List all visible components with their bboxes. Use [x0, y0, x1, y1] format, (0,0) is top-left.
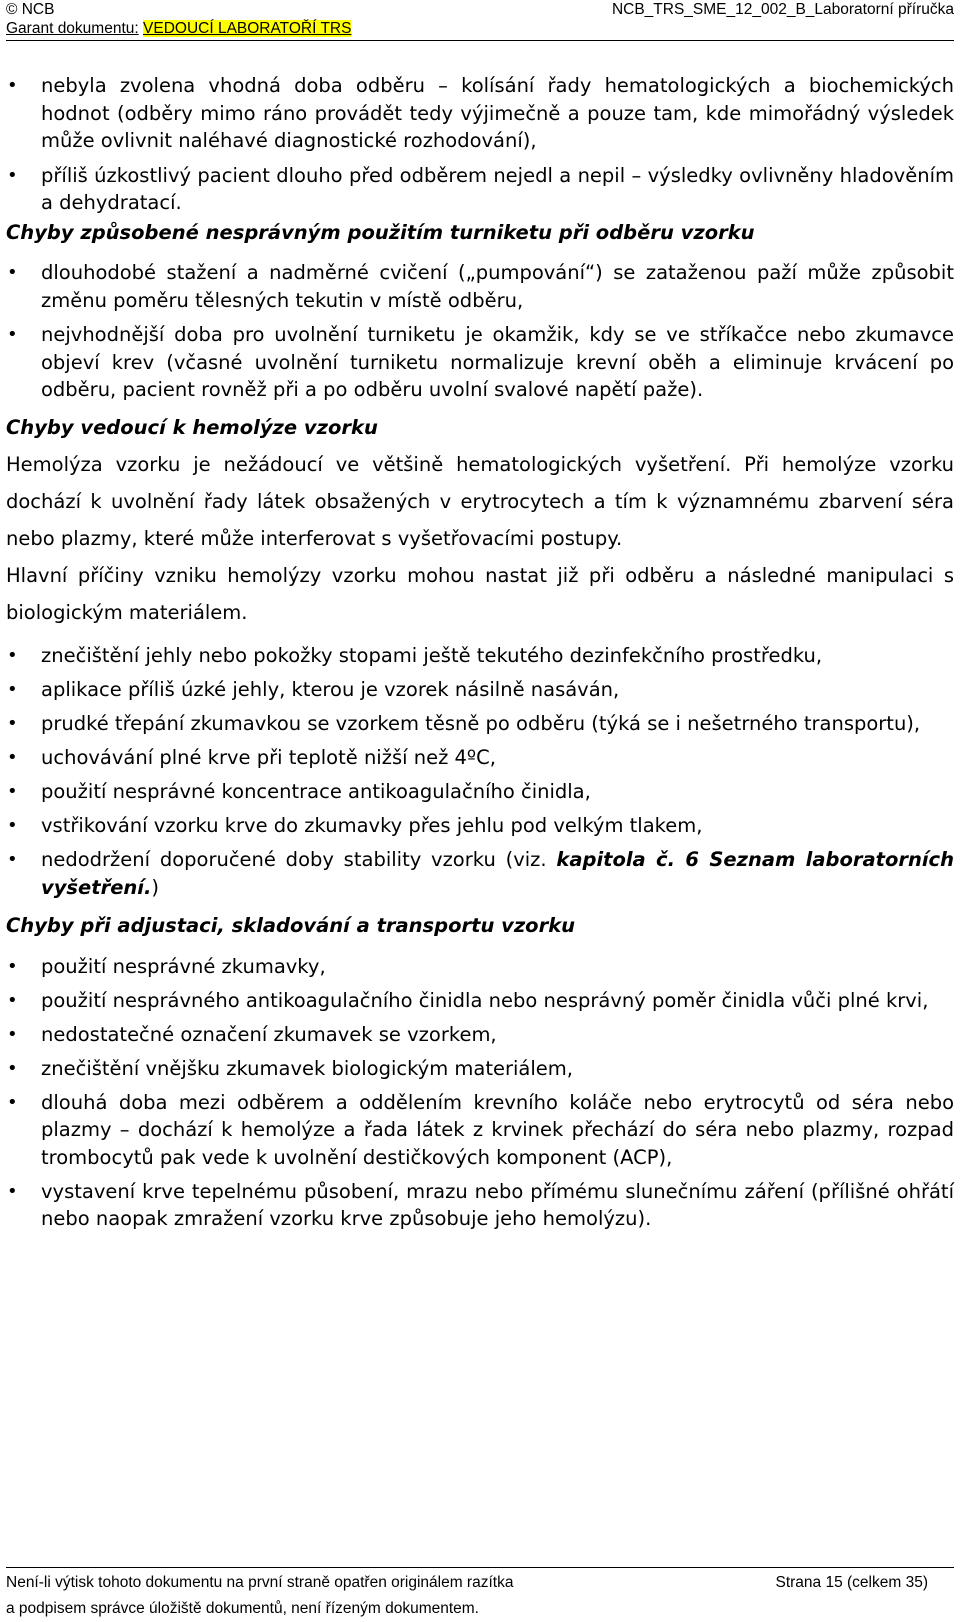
- copyright-text: © NCB: [6, 1, 55, 18]
- hemolysis-paragraph-1: Hemolýza vzorku je nežádoucí ve většině hematologických vyšetření. Při hemolýze vzorku dochází k uvolnění řady látek obsažených v erytrocytech a tím k významnému zbarvení séra nebo plazmy, které může interferovat s vyšetřovacími postupy.: [6, 453, 954, 550]
- list-item: • nebyla zvolena vhodná doba odběru – kolísání řady hematologických a biochemických hodnot (odběry mimo ráno provádět tedy výjimečně a pouze tam, kde mimořádný výsledek může ovlivnit naléhavé diagnostické rozhodování),: [6, 72, 954, 155]
- list-item: • nedostatečné označení zkumavek se vzorkem,: [6, 1021, 954, 1049]
- hemolysis-list: [6, 642, 954, 901]
- list-item-text-end: ): [151, 875, 160, 899]
- page-content: [6, 72, 954, 1233]
- list-item: • vstřikování vzorku krve do zkumavky přes jehlu pod velkým tlakem,: [6, 812, 954, 840]
- list-item: • prudké třepání zkumavkou se vzorkem těsně po odběru (týká se i nešetrného transportu),: [6, 710, 954, 738]
- page-footer: [6, 1567, 954, 1617]
- footer-line-1: Není-li výtisk tohoto dokumentu na první straně opatřen originálem razítka: [6, 1574, 514, 1591]
- list-item: • znečištění vnějšku zkumavek biologickým materiálem,: [6, 1055, 954, 1083]
- guarantor-line: [6, 19, 351, 38]
- section-heading-adjustment: Chyby při adjustaci, skladování a transportu vzorku: [6, 914, 576, 937]
- list-item: • příliš úzkostlivý pacient dlouho před odběrem nejedl a nepil – výsledky ovlivněny hladověním a dehydratací.: [6, 162, 954, 217]
- list-item: • uchovávání plné krve při teplotě nižší než 4ºC,: [6, 744, 954, 772]
- list-item: • dlouhodobé stažení a nadměrné cvičení („pumpování“) se zataženou paží může způsobit změnu poměru tělesných tekutin v místě odběru,: [6, 259, 954, 314]
- tourniquet-list: [6, 259, 954, 404]
- header-left: [6, 0, 351, 38]
- list-item: • použití nesprávného antikoagulačního činidla nebo nesprávný poměr činidla vůči plné krvi,: [6, 987, 954, 1015]
- list-item: • použití nesprávné zkumavky,: [6, 953, 954, 981]
- footer-notice: [6, 1570, 513, 1622]
- section-heading-tourniquet: Chyby způsobené nesprávným použitím turniketu při odběru vzorku: [6, 220, 755, 244]
- section-heading-hemolysis: Chyby vedoucí k hemolýze vzorku: [6, 415, 378, 439]
- list-item: • použití nesprávné koncentrace antikoagulačního činidla,: [6, 778, 954, 806]
- guarantor-value: VEDOUCÍ LABORATOŘÍ TRS: [143, 20, 352, 37]
- chapter-reference: kapitola č. 6 Seznam laboratorních vyšetření.: [41, 848, 954, 899]
- list-item: • aplikace příliš úzké jehly, kterou je vzorek násilně nasáván,: [6, 676, 954, 704]
- list-item-text: nedodržení doporučené doby stability vzorku (viz.: [41, 848, 557, 871]
- intro-list: [6, 72, 954, 217]
- document-id: NCB_TRS_SME_12_002_B_Laboratorní příručka: [611, 1, 954, 18]
- footer-line-2: a podpisem správce úložiště dokumentů, není řízeným dokumentem.: [6, 1600, 479, 1617]
- list-item: • vystavení krve tepelnému působení, mrazu nebo přímému slunečnímu záření (přílišné ohřátí nebo naopak zmražení vzorku krve způsobuje jeho hemolýzu).: [6, 1178, 954, 1233]
- adjustment-list: [6, 953, 954, 1233]
- list-item: • dlouhá doba mezi odběrem a oddělením krevního koláče nebo erytrocytů od séra nebo plazmy – dochází k hemolýze a řada látek z krvinek přechází do séra nebo plazmy, rozpad trombocytů pak vede k uvolnění destičkových komponent (ACP),: [6, 1089, 954, 1172]
- list-item: • nejvhodnější doba pro uvolnění turniketu je okamžik, kdy se ve stříkačce nebo zkumavce objeví krev (včasné uvolnění turniketu normalizuje krevní oběh a eliminuje krvácení po odběru, pacient rovněž při a po odběru uvolní svalové napětí paže).: [6, 321, 954, 404]
- page-number: Strana 15 (celkem 35): [775, 1574, 928, 1591]
- hemolysis-paragraph-2: Hlavní příčiny vzniku hemolýzy vzorku mohou nastat již při odběru a následné manipulaci s biologickým materiálem.: [6, 564, 954, 624]
- list-item: [6, 846, 954, 901]
- list-item: • znečištění jehly nebo pokožky stopami ještě tekutého dezinfekčního prostředku,: [6, 642, 954, 670]
- guarantor-label: Garant dokumentu:: [6, 20, 139, 37]
- page-header: [6, 0, 954, 41]
